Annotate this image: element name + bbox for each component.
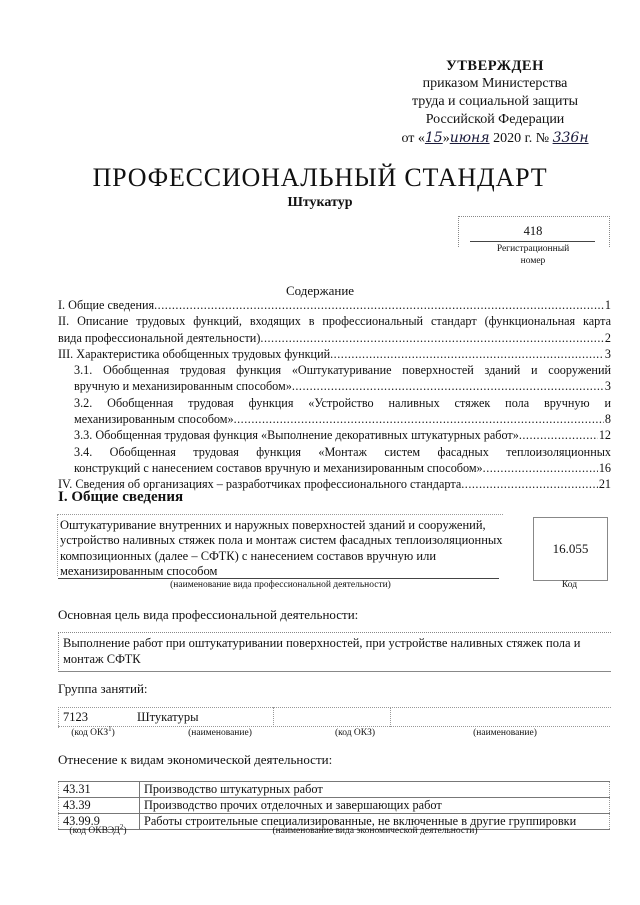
toc-leader bbox=[330, 346, 604, 362]
kind-box-top-border bbox=[58, 514, 503, 515]
economic-activity-label: Отнесение к видам экономической деятельности: bbox=[58, 752, 333, 767]
group-underline bbox=[58, 726, 610, 727]
toc-item-page: 2 bbox=[604, 330, 611, 345]
toc-item-page: 3 bbox=[604, 379, 611, 394]
approval-line-4: Российской Федерации bbox=[425, 112, 565, 127]
registration-label-line-1: Регистрационный bbox=[496, 244, 570, 254]
approval-block bbox=[360, 57, 630, 148]
toc-item[interactable] bbox=[58, 346, 611, 362]
toc-item-page: 8 bbox=[604, 412, 611, 427]
toc-item-line[interactable]: 3.4. Обобщенная трудовая функция «Монтаж систем фасадных теплоизоляционных bbox=[74, 444, 611, 459]
table-of-contents bbox=[58, 297, 611, 493]
handwritten-order-number: 336н bbox=[552, 130, 589, 146]
toc-item[interactable] bbox=[58, 378, 611, 394]
toc-item[interactable] bbox=[58, 330, 611, 346]
group-separator bbox=[273, 707, 274, 727]
handwritten-month: июня bbox=[449, 130, 490, 146]
okved-name: Производство прочих отделочных и завершающих работ bbox=[140, 798, 610, 814]
occupation-group-code: 7123 bbox=[63, 710, 88, 724]
toc-leader bbox=[461, 476, 598, 492]
toc-title: Содержание bbox=[285, 283, 355, 298]
activity-kind-underline bbox=[58, 578, 499, 579]
approval-date-line bbox=[360, 129, 630, 148]
toc-item-line[interactable]: 3.2. Обобщенная трудовая функция «Устройство наливных стяжек пола вручную и bbox=[74, 395, 611, 410]
activity-code-box: 16.055 bbox=[533, 517, 608, 581]
registration-label-line-2: номер bbox=[520, 256, 546, 266]
registration-underline bbox=[470, 241, 595, 242]
toc-item-text: вручную и механизированным способом» bbox=[74, 379, 292, 394]
section-heading: I. Общие сведения bbox=[58, 489, 184, 505]
activity-code-caption: Код bbox=[561, 580, 578, 590]
footnote-ref[interactable]: 1 bbox=[108, 724, 112, 733]
okved-code: 43.39 bbox=[59, 798, 140, 814]
okved-name: Работы строительные специализированные, не включенные в другие группировки bbox=[140, 814, 610, 830]
caption-text: ) bbox=[123, 826, 127, 836]
date-year: 2020 г. № bbox=[489, 131, 550, 146]
toc-item-text: IV. Сведения об организациях – разработчиках профессионального стандарта bbox=[58, 477, 462, 492]
group-caption-code bbox=[58, 724, 128, 738]
okved-name: Производство штукатурных работ bbox=[140, 782, 610, 798]
caption-text: ) bbox=[111, 728, 115, 738]
okved-name-caption: (наименование вида экономической деятельности) bbox=[272, 826, 478, 836]
caption-text: (код ОКЗ bbox=[71, 728, 109, 738]
toc-item[interactable] bbox=[58, 411, 611, 427]
group-caption-code-2: (код ОКЗ) bbox=[334, 728, 376, 738]
group-caption-name: (наименование) bbox=[188, 728, 252, 738]
toc-item-page: 12 bbox=[598, 428, 611, 443]
toc-item-page: 21 bbox=[598, 477, 611, 492]
activity-kind-caption: (наименование вида профессиональной деятельности) bbox=[170, 580, 391, 590]
group-separator bbox=[390, 707, 391, 727]
toc-item-text: конструкций с нанесением составов вручную и механизированным способом» bbox=[74, 460, 483, 475]
approval-line-3: труда и социальной защиты bbox=[412, 94, 578, 109]
toc-leader bbox=[154, 297, 604, 313]
date-mid: » bbox=[442, 131, 450, 146]
date-prefix: от « bbox=[401, 131, 425, 146]
toc-item-text: I. Общие сведения bbox=[58, 298, 155, 312]
toc-item-text: вида профессиональной деятельности) bbox=[58, 330, 261, 345]
okved-code-caption bbox=[58, 822, 138, 836]
footnote-ref[interactable]: 2 bbox=[119, 822, 124, 831]
registration-label bbox=[458, 243, 608, 267]
economic-activity-table bbox=[58, 781, 610, 830]
document-subtitle: Штукатур bbox=[287, 195, 353, 210]
caption-text: (код ОКВЭД bbox=[69, 826, 120, 836]
registration-number: 418 bbox=[523, 224, 543, 238]
toc-leader bbox=[483, 460, 598, 476]
toc-item[interactable] bbox=[58, 427, 611, 443]
okved-code: 43.99.9 bbox=[59, 814, 140, 830]
toc-item-text: 3.3. Обобщенная трудовая функция «Выполнение декоративных штукатурных работ» bbox=[74, 428, 519, 443]
toc-item-line[interactable]: II. Описание трудовых функций, входящих в профессиональный стандарт (функциональная карта bbox=[58, 314, 611, 329]
okved-code: 43.31 bbox=[59, 782, 140, 798]
goal-text: Выполнение работ при оштукатуривании поверхностей, при устройстве наливных стяжек пола и монтаж СФТК bbox=[63, 636, 581, 666]
group-caption-name-2: (наименование) bbox=[473, 728, 537, 738]
toc-leader bbox=[260, 330, 604, 346]
toc-leader bbox=[519, 427, 598, 443]
toc-item[interactable] bbox=[58, 460, 611, 476]
toc-item-text: механизированным способом» bbox=[74, 412, 234, 427]
approval-line-2: приказом Министерства bbox=[422, 76, 568, 91]
activity-kind-field bbox=[58, 518, 503, 578]
document-title: ПРОФЕССИОНАЛЬНЫЙ СТАНДАРТ bbox=[92, 163, 548, 192]
table-row bbox=[59, 798, 610, 814]
toc-leader bbox=[234, 411, 604, 427]
toc-item-page: 3 bbox=[604, 346, 611, 361]
goal-label: Основная цель вида профессиональной деятельности: bbox=[58, 607, 359, 622]
activity-kind-text: Оштукатуривание внутренних и наружных поверхностей зданий и сооружений, устройство наливных стяжек пола и монтаж систем фасадных теплоизоляционных композиционных (далее – СФТК) с нанесением составов вручную или механизированным способом bbox=[60, 518, 503, 578]
toc-item-text: III. Характеристика обобщенных трудовых функций bbox=[58, 346, 331, 361]
toc-leader bbox=[292, 378, 604, 394]
toc-item-page: 1 bbox=[604, 298, 611, 312]
handwritten-day: 15 bbox=[424, 130, 443, 146]
table-row bbox=[59, 782, 610, 798]
occupation-group-label: Группа занятий: bbox=[58, 681, 148, 696]
occupation-group-name: Штукатуры bbox=[137, 710, 199, 724]
toc-item-page: 16 bbox=[598, 460, 611, 475]
toc-item[interactable] bbox=[58, 297, 611, 313]
toc-item-line[interactable]: 3.1. Обобщенная трудовая функция «Оштукатуривание поверхностей зданий и сооружений bbox=[74, 363, 611, 378]
approval-heading: УТВЕРЖДЕН bbox=[446, 58, 544, 74]
